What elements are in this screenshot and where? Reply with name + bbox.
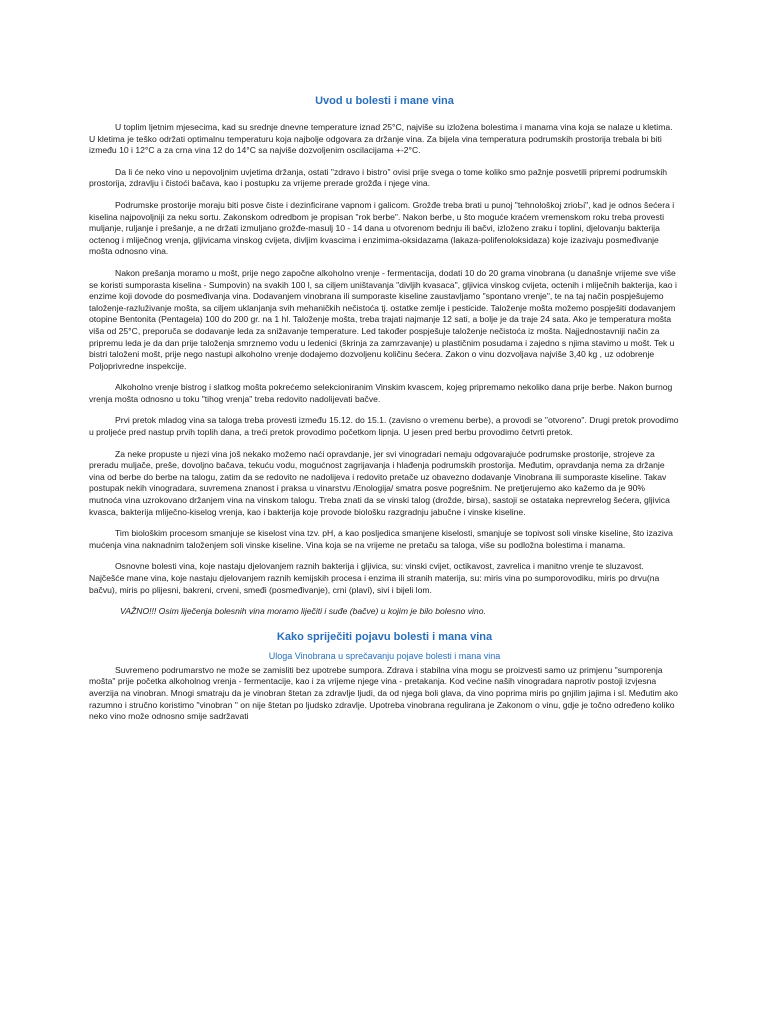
paragraph-diseases: Osnovne bolesti vina, koje nastaju djelovanjem raznih bakterija i gljivica, su: vinski cvijet, octikavost, zavrelica i manitno vrenje te sluzavost. Najčešće mane vina, koje nastaju djelovanjem raznih kemijskih procesa i enzima ili stranih materija, su: miris vina po sumporovodiku, miris po drvu(na bačvu), miris po plijesni, bakreni, crveni, smeđi (posmeđivanje), crni (plavi), sivi i bijeli lom. bbox=[89, 561, 660, 595]
paragraph-racking: Prvi pretok mladog vina sa taloga treba provesti između 15.12. do 15.1. (zavisno o vremenu berbe), a provodi se "otvoreno". Drugi pretok provodimo u proljeće pred nastup prvih toplih dana, a treći pretok provodimo početkom lipnja. U jesen pred berbu provodimo četvrti pretok. bbox=[89, 415, 679, 438]
paragraph-cellar-preparation: Podrumske prostorije moraju biti posve čiste i dezinficirane vapnom i galicom. Grožđe treba brati u punoj "tehnološkoj zrioЬi", kad je odnos šećera i kiselina najpovoljniji za neku sortu. Zakonskom odredbom je propisan "rok berbe". Nakon berbe, u što moguće kraćem vremenskom roku treba provesti muljanje, ruljanje i prešanje, a ne držati izmuljano grožđe-masulj 10 - 14 dana u otvorenom bednju ili bačvi, izloženo zraku i toplini, djelovanju bakterija octenog i mliječnog vrenja, gljivicama vinskog cvijeta, divljim kvascima i enzimima-oksidazama (lakaza-polifenoloksidaza) koje izazivaju posmeđivanje mošta odnosno vina. bbox=[89, 199, 675, 257]
important-note: VAŽNO!!! Osim liječenja bolesnih vina moramo liječiti i suđe (bačve) u kojim je bilo bolesno vino. bbox=[120, 606, 486, 617]
paragraph-lees: Za neke propuste u njezi vina još nekako možemo naći opravdanje, jer svi vinogradari nemaju odgovarajuće podrumske prostorije, strojeve za preradu muljače, preše, dovoljno bačava, tekuću vodu, mogućnost zagrijavanja i hlađenja podrumskih prostorija. Međutim, opravdanja nema za držanje vina od berbe do berbe na talogu, zatim da se redovito ne nadolijeva i redovito pretače uz obavezno dodavanje Vinobrana ili sumporaste kiseline. Takav postupak nekih vinogradara, suvremena znanost i praksa u vinarstvu /Enologija/ smatra posve pogrešnim. Ne pretjerujemo ako kažemo da je 90% mutnoća vina uzrokovano držanjem vina na vinskom talogu. Treba znati da se vinski talog (drožde, birsa), sastoji se ostataka neprevrelog šećera, gljivica kvasca, bakterija mliječno-kiselog vrenja, kao i bakterija koje provode biološku razgradnju jabučne i vinske kiseline. bbox=[89, 448, 670, 517]
paragraph-vinobran: Suvremeno podrumarstvo ne može se zamisliti bez upotrebe sumpora. Zdrava i stabilna vina mogu se proizvesti samo uz primjenu "sumporenja mošta" prije početka alkoholnog vrenja - fermentacije, kao i za vrijeme njege vina - pretakanja. Kod većine naših vinogradara naprotiv postoji izvjesna averzija na vinobran. Mnogi smatraju da je vinobran štetan za zdravlje ljudi, da od njega boli glava, da vino poprima miris po gnjilim jajima i sl. Međutim ako razumno i stručno koristimo "vinobran " on nije štetan po ljudsko zdravlje. Upotreba vinobrana regulirana je Zakonom o vinu, gdje je točno određeno koliko neko vino može odnosno smije sadržavati bbox=[89, 664, 678, 722]
paragraph-must-settling: Nakon prešanja moramo u mošt, prije nego započne alkoholno vrenje - fermentacija, dodati 10 do 20 grama vinobrana (u današnje vrijeme sve više se koristi sumporasta kiselina - Sumpovin) na svakih 100 l, sa ciljem uništavanja "divljih kvasaca", gljivica vinskog cvijeta, octenih i mliječnih bakterija, kao i enzime koji dovode do posmeđivanja vina. Dodavanjem vinobrana ili sumporaste kiseline zaustavljamo "spontano vrenje", te na taj način pospješujemo taloženje-razluživanje mošta, sa ciljem uklanjanja svih mehaničkih nečistoća tj. ostatke zemlje i pesticide. Taloženje mošta možemo pospješiti dodavanjem otopine Bentonita (Pentagela) 100 do 200 gr. na 1 hl. Taloženje mošta, treba trajati najmanje 12 sati, a bolje je da traje 24 sata. Ako je temperatura mošta viša od 25°C, preporuča se dodavanje leda za snižavanje temperature. Led također pospješuje taloženje nečistoća iz mošta. Najjednostavniji način za pripremu leda je da dan prije taloženja smrznemo vodu u ledenici (škrinja za zamrzavanje) u plastičnim posudama i zajedno s njima stavimo u mošt. Tek u bistri taloženi mošt, prije nego nastupi alkoholno vrenje dodajemo dozvoljenu količinu šećera. Zakon o vinu dozvoljava najviše 3,40 kg , uz odobrenje Poljoprivredne inspekcije. bbox=[89, 267, 677, 371]
section-title: Kako spriječiti pojavu bolesti i mana vina bbox=[276, 630, 493, 643]
paragraph-conditions: Da li će neko vino u nepovoljnim uvjetima držanja, ostati "zdravo i bistro" ovisi prije svega o tome koliko smo pažnje posvetili pripremi podrumskih prostorija, zdravlju i čistoći bačava, kao i postupku za vrijeme prerade grožđa i njege vina. bbox=[89, 166, 668, 189]
paragraph-fermentation: Alkoholno vrenje bistrog i slatkog mošta pokrećemo selekcioniranim Vinskim kvascem, kojeg pripremamo nekoliko dana prije berbe. Nakon burnog vrenja mošta odnosno u toku "tihog vrenja" treba redovito nadolijevati bačve. bbox=[89, 382, 673, 404]
paragraph-intro: U toplim ljetnim mjesecima, kad su srednje dnevne temperature iznad 25°C, najviše su izložena bolestima i manama vina koja se nalaze u kletima. U kletima je teško održati optimalnu temperaturu koja najbolje odgovara za držanje vina. Za bijela vina temperatura podrumskih prostorija trebala bi biti između 10 i 12°C a za crna vina 12 do 14°C sa najviše dozvoljenim oscilacijama +-2°C. bbox=[89, 122, 673, 156]
section-subtitle: Uloga Vinobrana u sprečavanju pojave bolesti i mana vina bbox=[268, 650, 501, 661]
paragraph-acidity: Tim biološkim procesom smanjuje se kiselost vina tzv. pH, a kao posljedica smanjene kiselosti, smanjuje se topivost soli vinske kiseline, što izaziva mućenja vina naknadnim taloženjem soli vinske kiseline. Vina koja se na vrijeme ne pretaču sa taloga, više su podložna bolestima i manama. bbox=[89, 528, 673, 550]
page-title: Uvod u bolesti i mane vina bbox=[315, 95, 454, 107]
